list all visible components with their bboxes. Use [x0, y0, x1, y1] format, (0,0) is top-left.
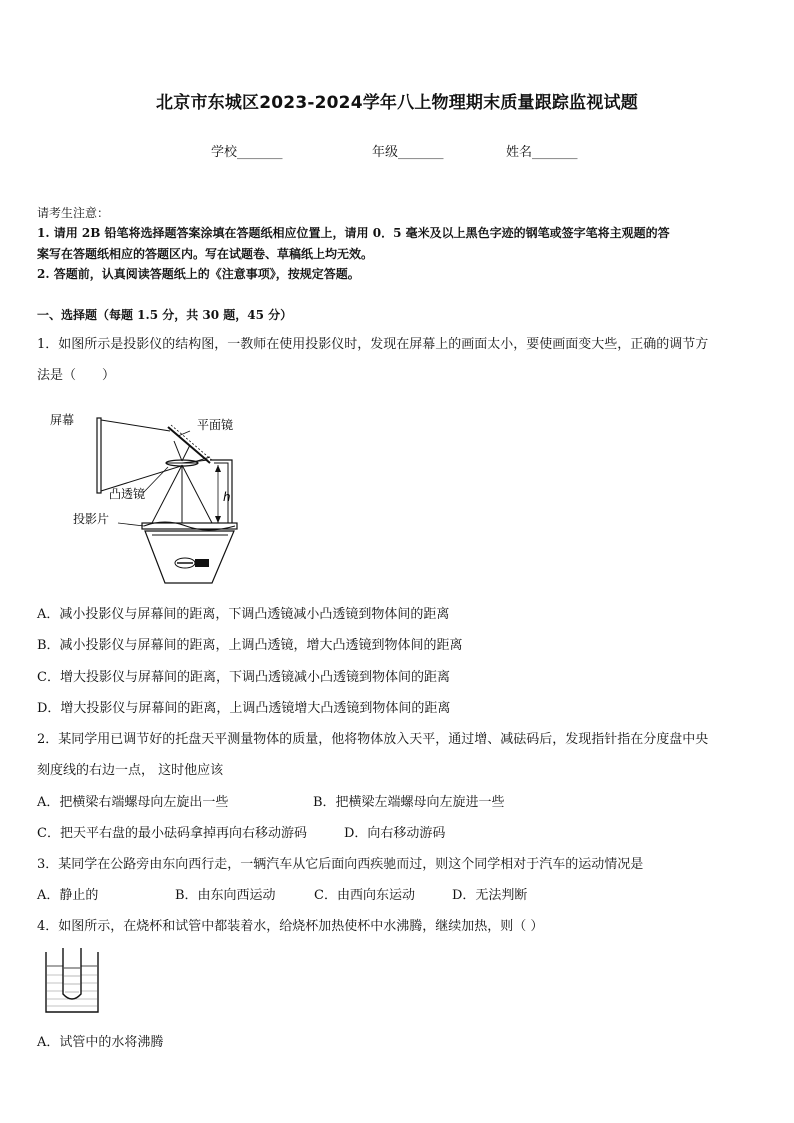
notice-heading: 请考生注意：	[37, 206, 110, 220]
q1-option-c: C．增大投影仪与屏幕间的距离，下调凸透镜减小凸透镜到物体间的距离	[37, 670, 450, 685]
test-tube-icon	[63, 948, 81, 999]
q1-option-b: B．减小投影仪与屏幕间的距离，上调凸透镜，增大凸透镜到物体间的距离	[37, 638, 463, 653]
name-field: 姓名_______	[506, 145, 578, 160]
q2-option-b: B．把横梁左端螺母向左旋进一些	[313, 795, 505, 810]
q3-stem: 3．某同学在公路旁由东向西行走，一辆汽车从它后面向西疾驰而过，则这个同学相对于汽车的运动情况是	[37, 857, 644, 872]
q3-option-a: A．静止的	[37, 888, 99, 903]
lens-label: 凸透镜	[109, 487, 146, 501]
q3-option-d: D．无法判断	[452, 888, 528, 903]
q2-stem-line-2: 刻度线的右边一点， 这时他应该	[37, 763, 224, 778]
q1-stem-line-1: 1．如图所示是投影仪的结构图，一教师在使用投影仪时，发现在屏幕上的画面太小，要使画面变大些，正确的调节方	[37, 337, 709, 352]
q2-option-d: D．向右移动游码	[344, 826, 446, 841]
notice-item-1-line-1: 1. 请用 2B 铅笔将选择题答案涂填在答题纸相应位置上，请用 0．5 毫米及以上黑色字迹的钢笔或签字笔将主观题的答	[37, 226, 670, 240]
q1-option-d: D．增大投影仪与屏幕间的距离，上调凸透镜增大凸透镜到物体间的距离	[37, 701, 451, 716]
q1-option-a: A．减小投影仪与屏幕间的距离，下调凸透镜减小凸透镜到物体间的距离	[37, 607, 450, 622]
q4-option-a: A．试管中的水将沸腾	[37, 1035, 164, 1050]
screen-icon	[97, 418, 101, 493]
page-title: 北京市东城区2023-2024学年八上物理期末质量跟踪监视试题	[156, 93, 638, 113]
q2-option-a: A．把横梁右端螺母向左旋出一些	[37, 795, 229, 810]
q3-option-c: C．由西向东运动	[314, 888, 415, 903]
notice-item-2: 2. 答题前，认真阅读答题纸上的《注意事项》，按规定答题。	[37, 267, 360, 281]
notice-item-1-line-2: 案写在答题纸相应的答题区内。写在试题卷、草稿纸上均无效。	[37, 247, 374, 261]
q2-stem-line-1: 2．某同学用已调节好的托盘天平测量物体的质量，他将物体放入天平，通过增、减砝码后，发现指针指在分度盘中央	[37, 732, 709, 747]
q2-option-c: C．把天平右盘的最小砝码拿掉再向右移动游码	[37, 826, 307, 841]
slide-label: 投影片	[73, 512, 110, 526]
mirror-label: 平面镜	[197, 418, 234, 432]
projector-diagram	[40, 405, 270, 590]
slide-icon	[142, 523, 237, 529]
q4-stem: 4．如图所示，在烧杯和试管中都装着水，给烧杯加热使杯中水沸腾，继续加热，则（ ）	[37, 919, 544, 934]
h-label: h	[223, 490, 231, 504]
q3-option-b: B．由东向西运动	[175, 888, 276, 903]
screen-label: 屏幕	[50, 413, 75, 427]
q1-stem-line-2: 法是（ ）	[37, 368, 116, 383]
grade-field: 年级_______	[372, 145, 444, 160]
beaker-test-tube-diagram	[40, 946, 106, 1018]
section-heading: 一、选择题（每题 1.5 分，共 30 题，45 分）	[37, 308, 293, 322]
school-field: 学校_______	[211, 145, 283, 160]
